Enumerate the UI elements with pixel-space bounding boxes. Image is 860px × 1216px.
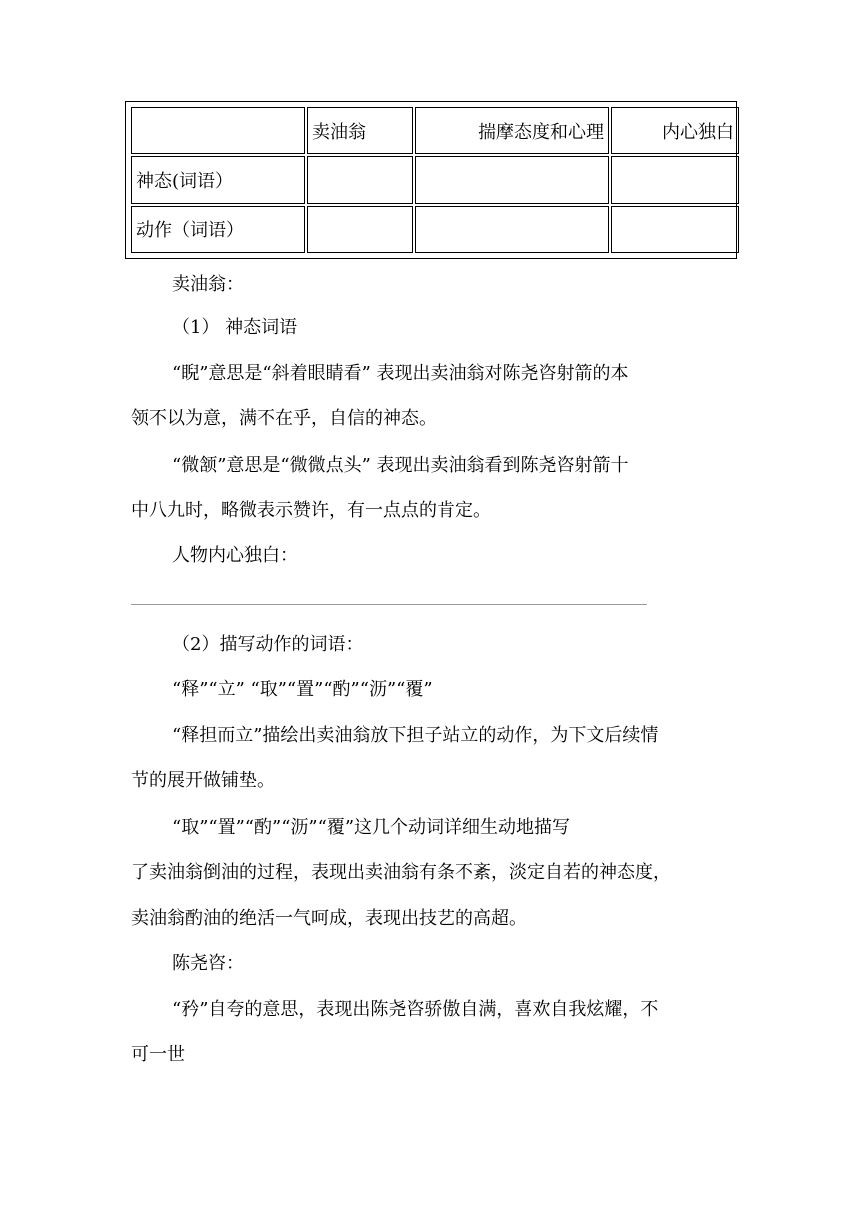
header-cell-blank <box>131 107 305 154</box>
paragraph-line: “释”“立” “取”“置”“酌”“沥”“覆” <box>172 679 433 700</box>
subheading-action-words: （2）描写动作的词语： <box>172 634 364 655</box>
paragraph-line: 了卖油翁倒油的过程，表现出卖油翁有条不紊，淡定自若的神态度， <box>131 862 671 883</box>
paragraph-line: “取”“置”“酌”“沥”“覆”这几个动词详细生动地描写 <box>172 817 571 838</box>
section-heading-maiyouweng: 卖油翁： <box>172 274 244 295</box>
subheading-expression-words: （1） 神态词语 <box>172 317 298 338</box>
paragraph-line: 领不以为意，满不在乎，自信的神态。 <box>131 408 437 429</box>
answer-blank-line[interactable] <box>131 604 647 605</box>
table-header-row <box>131 107 739 154</box>
paragraph-line: 中八九时，略微表示赞许，有一点点的肯定。 <box>131 500 491 521</box>
header-cell-attitude: 揣摩态度和心理 <box>415 107 609 154</box>
table-row <box>131 156 739 203</box>
answer-cell[interactable] <box>415 206 609 253</box>
monologue-prompt: 人物内心独白： <box>172 545 298 566</box>
paragraph-line: 可一世 <box>131 1044 185 1065</box>
answer-cell[interactable] <box>611 206 739 253</box>
paragraph-line: “睨”意思是“斜着眼睛看” 表现出卖油翁对陈尧咨射箭的本 <box>172 363 629 384</box>
answer-cell[interactable] <box>611 156 739 203</box>
worksheet-table <box>125 101 737 259</box>
answer-cell[interactable] <box>415 156 609 203</box>
paragraph-line: 节的展开做铺垫。 <box>131 770 275 791</box>
answer-cell[interactable] <box>307 206 413 253</box>
row-label-action: 动作（词语） <box>131 206 305 253</box>
paragraph-line: 卖油翁酌油的绝活一气呵成，表现出技艺的高超。 <box>131 908 527 929</box>
header-cell-maiyouweng: 卖油翁 <box>307 107 413 154</box>
answer-cell[interactable] <box>307 156 413 203</box>
paragraph-line: “释担而立”描绘出卖油翁放下担子站立的动作，为下文后续情 <box>172 725 659 746</box>
paragraph-line: “矜”自夸的意思，表现出陈尧咨骄傲自满，喜欢自我炫耀，不 <box>172 999 659 1020</box>
table-row <box>131 206 739 253</box>
section-heading-chenyaozi: 陈尧咨： <box>172 953 244 974</box>
header-cell-monologue: 内心独白 <box>611 107 739 154</box>
paragraph-line: “微颔”意思是“微微点头” 表现出卖油翁看到陈尧咨射箭十 <box>172 455 629 476</box>
row-label-expression: 神态(词语） <box>131 156 305 203</box>
